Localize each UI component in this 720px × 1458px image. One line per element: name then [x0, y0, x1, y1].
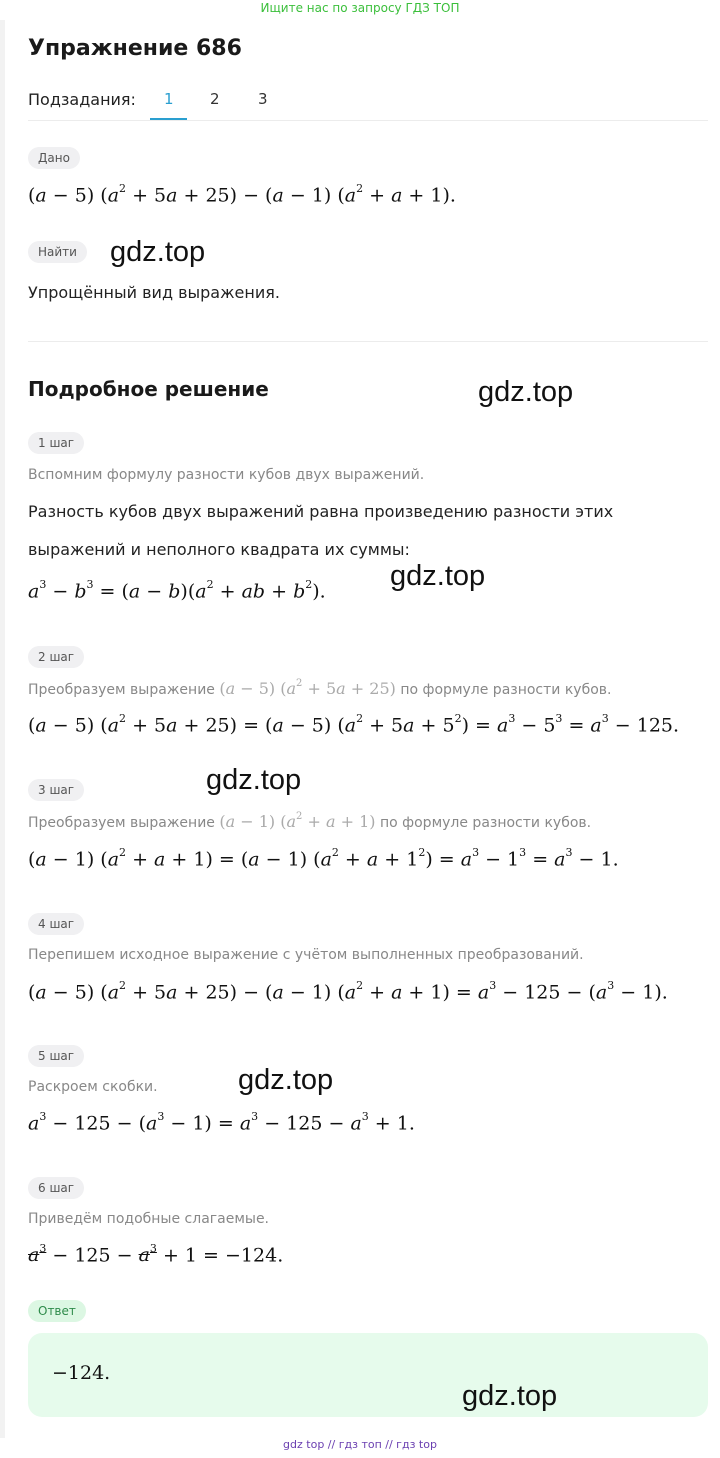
step-hint: Перепишем исходное выражение с учётом выполненных преобразований.: [28, 947, 584, 963]
watermark: gdz.top: [478, 376, 574, 408]
section-divider: [28, 341, 708, 342]
step-math: $a^3 - b^3 = (a - b)(a^2$ + ab + $b^2$).: [28, 578, 326, 603]
step-math: (a − 5) $(a^2 + 5a + 25) - (a - 1) (a^2 + a + 1) = a^3 - 125 - (a^3 - 1)$.: [28, 979, 668, 1004]
given-pill: Дано: [28, 147, 80, 169]
step-pill: 2 шаг: [28, 646, 84, 668]
step-math: $a^3 - 125 - (a^3 - 1) = a^3 - 125 - a^3 + 1$.: [28, 1110, 415, 1135]
step-text: Разность кубов двух выражений равна произведению разности этих: [28, 502, 614, 521]
tab-subtask-1[interactable]: 1: [164, 90, 174, 108]
step-hint: Раскроем скобки.: [28, 1079, 158, 1095]
find-pill: Найти: [28, 241, 87, 263]
step-hint: Вспомним формулу разности кубов двух выражений.: [28, 467, 425, 483]
solution-title: Подробное решение: [28, 377, 269, 401]
top-banner[interactable]: Ищите нас по запросу ГДЗ ТОП: [260, 1, 460, 15]
answer-pill: Ответ: [28, 1300, 86, 1322]
footer-links[interactable]: gdz top // гдз топ // гдз top: [283, 1438, 437, 1451]
step-math: $a^3 - 125 - a^3 + 1 = -124$.: [28, 1242, 284, 1267]
step-hint: Преобразуем выражение (a − 1) $(a^2 + a + 1)$ по формуле разности кубов.: [28, 810, 592, 831]
step-math: (a − 1) $(a^2 + a + 1) = (a - 1) (a^2 + a + 1^2) = a^3 - 1^3 = a^3 - 1$.: [28, 846, 619, 871]
answer-value: −124.: [52, 1362, 111, 1384]
subtasks-label: Подзадания:: [28, 90, 136, 109]
watermark: gdz.top: [206, 764, 302, 796]
watermark: gdz.top: [238, 1064, 334, 1096]
step-pill: 3 шаг: [28, 779, 84, 801]
watermark: gdz.top: [462, 1380, 558, 1412]
exercise-title: Упражнение 686: [28, 36, 242, 61]
step-hint: Преобразуем выражение (a − 5) $(a^2 + 5a + 25)$ по формуле разности кубов.: [28, 677, 612, 698]
watermark: gdz.top: [390, 560, 486, 592]
find-text: Упрощённый вид выражения.: [28, 283, 280, 302]
step-pill: 4 шаг: [28, 913, 84, 935]
tab-subtask-3[interactable]: 3: [258, 90, 268, 108]
tabs-divider: [28, 120, 708, 121]
step-pill: 5 шаг: [28, 1045, 84, 1067]
step-pill: 1 шаг: [28, 432, 84, 454]
step-math: (a − 5) $(a^2 + 5a + 25) = (a - 5) (a^2 + 5a + 5^2) = a^3 - 5^3 = a^3 - 125$.: [28, 712, 680, 737]
answer-box: [28, 1333, 708, 1417]
left-rule: [0, 20, 5, 1438]
step-text: выражений и неполного квадрата их суммы:: [28, 540, 410, 559]
step-pill: 6 шаг: [28, 1177, 84, 1199]
watermark: gdz.top: [110, 236, 206, 268]
step-hint: Приведём подобные слагаемые.: [28, 1211, 270, 1227]
given-expression: (a − 5) $(a^2 + 5a + 25) - (a - 1) (a^2 + a + 1)$.: [28, 182, 456, 207]
active-tab-indicator: [150, 118, 187, 120]
tab-subtask-2[interactable]: 2: [210, 90, 220, 108]
